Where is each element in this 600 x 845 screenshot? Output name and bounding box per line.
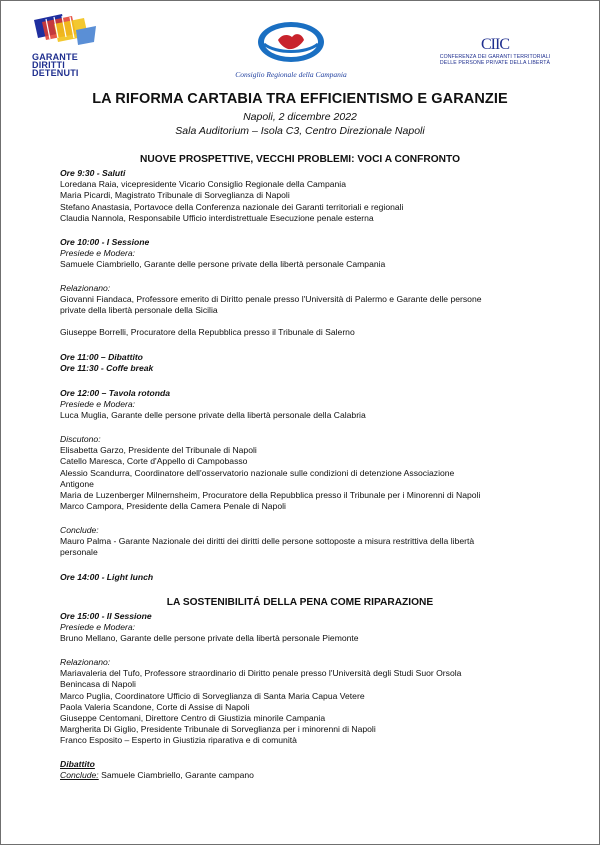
list-item: Marco Campora, Presidente della Camera Penale di Napoli bbox=[60, 501, 286, 512]
concludes-label: Conclude: bbox=[60, 525, 99, 535]
consiglio-regionale-logo bbox=[226, 20, 356, 79]
list-item: Maria Picardi, Magistrato Tribunale di Sorveglianza di Napoli bbox=[60, 190, 290, 201]
coffee-break-time: Ore 11:30 - Coffe break bbox=[60, 363, 154, 374]
list-item: Alessio Scandurra, Coordinatore dell'osservatorio nazionale sulle condizioni di detenzione Associazione bbox=[60, 467, 455, 478]
event-date: Napoli, 2 dicembre 2022 bbox=[243, 111, 357, 123]
conclusion-line: personale bbox=[60, 547, 98, 558]
conferenza-caption-2: DELLE PERSONE PRIVATE DELLA LIBERTÀ bbox=[439, 60, 551, 66]
dibattito-label: Dibattito bbox=[60, 759, 95, 769]
session2-time: Ore 15:00 - II Sessione bbox=[60, 611, 152, 621]
list-item: Antigone bbox=[60, 478, 94, 489]
list-item: Giuseppe Centomani, Direttore Centro di Giustizia minorile Campania bbox=[60, 713, 326, 724]
session1-speakers bbox=[60, 283, 540, 317]
consiglio-emblem-icon bbox=[256, 20, 326, 64]
conferenza-garanti-logo bbox=[430, 36, 560, 66]
page-title: LA RIFORMA CARTABIA TRA EFFICIENTISMO E GARANZIE bbox=[92, 91, 508, 107]
session2-block bbox=[60, 611, 540, 645]
lunch-block bbox=[60, 572, 540, 583]
list-item: Benincasa di Napoli bbox=[60, 679, 136, 690]
session1-speaker2 bbox=[60, 327, 540, 338]
list-item: Elisabetta Garzo, Presidente del Tribunale di Napoli bbox=[60, 445, 257, 456]
section2-title: LA SOSTENIBILITÁ DELLA PENA COME RIPARAZIONE bbox=[166, 597, 434, 608]
list-item: Franco Esposito – Esperto in Giustizia riparativa e di comunità bbox=[60, 735, 297, 746]
section1-title: NUOVE PROSPETTIVE, VECCHI PROBLEMI: VOCI A CONFRONTO bbox=[140, 154, 460, 165]
tavola-block bbox=[60, 388, 540, 422]
session1-chair-label: Presiede e Modera: bbox=[60, 248, 135, 259]
list-item: Stefano Anastasia, Portavoce della Conferenza nazionale dei Garanti territoriali e regionali bbox=[60, 201, 404, 212]
final-block bbox=[60, 759, 540, 781]
conferenza-mark: CIIC bbox=[481, 36, 509, 53]
list-item: Marco Puglia, Coordinatore Ufficio di Sorveglianza di Santa Maria Capua Vetere bbox=[60, 690, 365, 701]
list-item: Margherita Di Giglio, Presidente Tribunale di Sorveglianza per i minorenni di Napoli bbox=[60, 724, 376, 735]
list-item: Catello Maresca, Corte d'Appello di Campobasso bbox=[60, 456, 248, 467]
saluti-time: Ore 9:30 - Saluti bbox=[60, 168, 126, 178]
garante-detenuti-logo bbox=[32, 12, 102, 77]
dibattito-time: Ore 11:00 – Dibattito bbox=[60, 352, 143, 362]
discussants-label: Discutono: bbox=[60, 434, 101, 444]
list-item: Giuseppe Borrelli, Procuratore della Repubblica presso il Tribunale di Salerno bbox=[60, 327, 355, 337]
session1-block bbox=[60, 237, 540, 271]
garante-logo-icon bbox=[32, 12, 98, 48]
tavola-conclusion bbox=[60, 525, 540, 559]
list-item: private della libertà personale della Sicilia bbox=[60, 305, 218, 316]
session2-speakers-label: Relazionano: bbox=[60, 657, 111, 667]
event-venue: Sala Auditorium – Isola C3, Centro Direzionale Napoli bbox=[175, 125, 425, 137]
list-item: Mariavaleria del Tufo, Professore straordinario di Diritto penale presso l'Università degli Studi Suor Orsola bbox=[60, 668, 462, 679]
lunch-time: Ore 14:00 - Light lunch bbox=[60, 572, 154, 582]
final-conclude-label: Conclude: bbox=[60, 770, 99, 781]
garante-logo-line2: DIRITTI bbox=[32, 60, 65, 70]
list-item: Giovanni Fiandaca, Professore emerito di Diritto penale presso l'Università di Palermo e Garante delle persone bbox=[60, 294, 482, 305]
consiglio-caption: Consiglio Regionale della Campania bbox=[235, 70, 347, 79]
garante-logo-line3: DETENUTI bbox=[32, 68, 79, 78]
tavola-chair: Luca Muglia, Garante delle persone private della libertà personale della Calabria bbox=[60, 410, 366, 421]
session2-chair-label: Presiede e Modera: bbox=[60, 622, 135, 633]
tavola-chair-label: Presiede e Modera: bbox=[60, 399, 135, 410]
conferenza-caption-1: CONFERENZA DEI GARANTI TERRITORIALI bbox=[439, 54, 551, 60]
session1-time: Ore 10:00 - I Sessione bbox=[60, 237, 150, 247]
break-block bbox=[60, 352, 540, 374]
session2-chair: Bruno Mellano, Garante delle persone private della libertà personale Piemonte bbox=[60, 633, 359, 644]
session1-chair: Samuele Ciambriello, Garante delle persone private della libertà personale Campania bbox=[60, 259, 386, 270]
session2-speakers bbox=[60, 657, 540, 747]
tavola-discussants bbox=[60, 434, 540, 512]
tavola-time: Ore 12:00 – Tavola rotonda bbox=[60, 388, 171, 398]
garante-logo-line1: GARANTE bbox=[32, 52, 78, 62]
final-conclude: Samuele Ciambriello, Garante campano bbox=[98, 770, 254, 781]
list-item: Loredana Raia, vicepresidente Vicario Consiglio Regionale della Campania bbox=[60, 179, 346, 190]
list-item: Maria de Luzenberger Milnernsheim, Procuratore della Repubblica presso il Tribunale per i Minorenni di Napoli bbox=[60, 490, 481, 501]
list-item: Paola Valeria Scandone, Corte di Assise di Napoli bbox=[60, 701, 250, 712]
list-item: Claudia Nannola, Responsabile Ufficio interdistrettuale Esecuzione penale esterna bbox=[60, 212, 374, 223]
session1-speakers-label: Relazionano: bbox=[60, 283, 111, 293]
conclusion-line: Mauro Palma - Garante Nazionale dei diritti dei diritti delle persone sottoposte a misura restrittiva della libertà bbox=[60, 536, 475, 547]
saluti-block bbox=[60, 168, 540, 224]
